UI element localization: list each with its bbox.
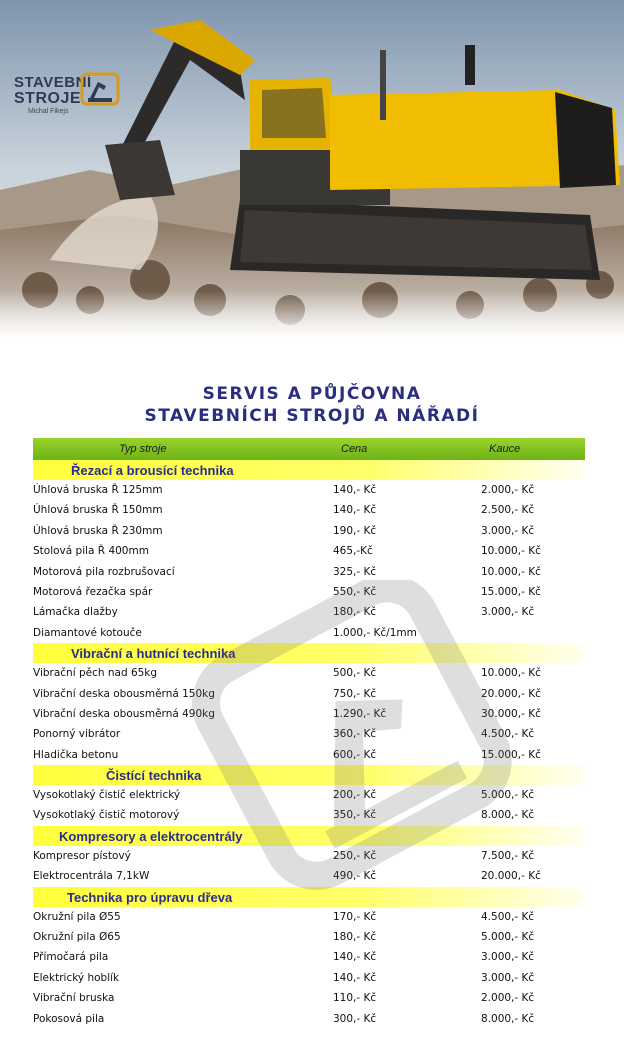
item-name: Kompresor pístový bbox=[33, 849, 131, 862]
item-name: Vysokotlaký čistič motorový bbox=[33, 809, 180, 822]
brand-logo bbox=[14, 68, 126, 118]
table-row bbox=[33, 988, 585, 1008]
item-price: 140,- Kč bbox=[333, 971, 377, 984]
item-price: 110,- Kč bbox=[333, 992, 377, 1005]
item-deposit: 5.000,- Kč bbox=[481, 931, 535, 944]
item-price: 550,- Kč bbox=[333, 585, 377, 598]
item-name: Vibrační deska obousměrná 490kg bbox=[33, 707, 215, 720]
item-price: 140,- Kč bbox=[333, 484, 377, 496]
item-deposit: 3.000,- Kč bbox=[481, 606, 535, 619]
table-row bbox=[33, 541, 585, 561]
item-deposit: 4.500,- Kč bbox=[481, 910, 535, 923]
table-row bbox=[33, 805, 585, 825]
item-name: Pokosová pila bbox=[33, 1012, 105, 1025]
item-deposit: 10.000,- Kč bbox=[481, 667, 541, 680]
item-price: 250,- Kč bbox=[333, 849, 377, 862]
item-name: Úhlová bruska Ř 125mm bbox=[33, 484, 163, 496]
item-deposit: 7.500,- Kč bbox=[481, 849, 535, 862]
section-header bbox=[33, 887, 585, 907]
table-row bbox=[33, 582, 585, 602]
excavator-logo-icon bbox=[80, 72, 120, 106]
item-name: Motorová pila rozbrušovací bbox=[33, 565, 175, 578]
item-price: 360,- Kč bbox=[333, 728, 377, 741]
table-row bbox=[33, 785, 585, 805]
table-row bbox=[33, 623, 585, 643]
table-row bbox=[33, 704, 585, 724]
item-deposit: 3.000,- Kč bbox=[481, 971, 535, 984]
item-price: 500,- Kč bbox=[333, 667, 377, 680]
price-table bbox=[33, 438, 585, 1029]
item-price: 325,- Kč bbox=[333, 565, 377, 578]
item-deposit: 15.000,- Kč bbox=[481, 748, 541, 761]
item-name: Elektrocentrála 7,1kW bbox=[33, 870, 150, 883]
table-row bbox=[33, 724, 585, 744]
item-deposit: 2.000,- Kč bbox=[481, 484, 535, 496]
item-price: 1.290,- Kč bbox=[333, 707, 387, 720]
header-deposit: Kauce bbox=[489, 443, 521, 455]
item-name: Diamantové kotouče bbox=[33, 626, 142, 639]
section-title: Čistící technika bbox=[106, 768, 202, 784]
table-row bbox=[33, 521, 585, 541]
item-name: Vibrační pěch nad 65kg bbox=[33, 667, 158, 680]
item-name: Elektrický hoblík bbox=[33, 971, 120, 984]
table-row bbox=[33, 562, 585, 582]
item-price: 600,- Kč bbox=[333, 748, 377, 761]
item-price: 300,- Kč bbox=[333, 1012, 377, 1025]
item-name: Přímočará pila bbox=[33, 951, 109, 964]
table-row bbox=[33, 602, 585, 622]
item-deposit: 8.000,- Kč bbox=[481, 1012, 535, 1025]
brand-line1: STAVEBNÍ bbox=[14, 74, 92, 91]
table-row bbox=[33, 866, 585, 886]
excavator-illustration bbox=[0, 0, 624, 338]
item-name: Stolová pila Ř 400mm bbox=[33, 545, 149, 558]
item-name: Okružní pila Ø55 bbox=[33, 910, 121, 923]
section-header bbox=[33, 826, 585, 846]
header-type: Typ stroje bbox=[119, 443, 167, 455]
item-deposit: 3.000,- Kč bbox=[481, 524, 535, 537]
brand-subtitle: Michal Fikejs bbox=[28, 108, 69, 115]
item-name: Okružní pila Ø65 bbox=[33, 931, 121, 944]
item-name: Hladička betonu bbox=[33, 748, 119, 761]
item-deposit: 3.000,- Kč bbox=[481, 951, 535, 964]
table-row bbox=[33, 684, 585, 704]
item-deposit: 2.500,- Kč bbox=[481, 504, 535, 517]
item-deposit: 8.000,- Kč bbox=[481, 809, 535, 822]
item-price: 180,- Kč bbox=[333, 931, 377, 944]
section-title: Řezací a brousící technika bbox=[71, 463, 234, 478]
table-row bbox=[33, 663, 585, 683]
item-name: Ponorný vibrátor bbox=[33, 728, 121, 741]
item-deposit: 15.000,- Kč bbox=[481, 585, 541, 598]
item-price: 180,- Kč bbox=[333, 606, 377, 619]
item-price: 750,- Kč bbox=[333, 687, 377, 700]
item-price: 465,-Kč bbox=[333, 545, 373, 558]
item-deposit: 5.000,- Kč bbox=[481, 789, 535, 802]
item-price: 140,- Kč bbox=[333, 951, 377, 964]
item-name: Úhlová bruska Ř 150mm bbox=[33, 504, 163, 517]
item-name: Vibrační bruska bbox=[33, 992, 115, 1005]
item-deposit: 20.000,- Kč bbox=[481, 870, 541, 883]
section-header bbox=[33, 460, 585, 480]
table-row bbox=[33, 907, 585, 927]
header-price: Cena bbox=[341, 443, 368, 455]
item-deposit: 2.000,- Kč bbox=[481, 992, 535, 1005]
item-price: 140,- Kč bbox=[333, 504, 377, 517]
table-header bbox=[33, 438, 585, 460]
hero-banner bbox=[0, 0, 624, 338]
table-row bbox=[33, 927, 585, 947]
item-price: 170,- Kč bbox=[333, 910, 377, 923]
brand-line2: STROJE bbox=[14, 90, 82, 107]
table-row bbox=[33, 846, 585, 866]
page-title-line1: SERVIS A PŮJČOVNA bbox=[202, 384, 422, 404]
page-title-line2: STAVEBNÍCH STROJŮ A NÁŘADÍ bbox=[144, 406, 480, 426]
item-price: 490,- Kč bbox=[333, 870, 377, 883]
item-deposit: 4.500,- Kč bbox=[481, 728, 535, 741]
item-name: Motorová řezačka spár bbox=[33, 585, 153, 598]
item-deposit: 10.000,- Kč bbox=[481, 545, 541, 558]
section-header bbox=[33, 643, 585, 663]
item-price: 190,- Kč bbox=[333, 524, 377, 537]
table-row bbox=[33, 947, 585, 967]
item-name: Vibrační deska obousměrná 150kg bbox=[33, 687, 215, 700]
table-row bbox=[33, 480, 585, 500]
section-title: Kompresory a elektrocentrály bbox=[59, 828, 243, 844]
table-row bbox=[33, 1009, 585, 1029]
item-deposit: 20.000,- Kč bbox=[481, 687, 541, 700]
item-name: Úhlová bruska Ř 230mm bbox=[33, 524, 163, 537]
item-price: 1.000,- Kč/1mm bbox=[333, 626, 417, 639]
table-row bbox=[33, 500, 585, 520]
item-price: 350,- Kč bbox=[333, 809, 377, 822]
table-row bbox=[33, 968, 585, 988]
item-price: 200,- Kč bbox=[333, 789, 377, 802]
item-name: Lámačka dlažby bbox=[33, 606, 118, 619]
item-deposit: 10.000,- Kč bbox=[481, 565, 541, 578]
section-title: Vibrační a hutnící technika bbox=[71, 646, 236, 662]
item-deposit: 30.000,- Kč bbox=[481, 707, 541, 720]
table-row bbox=[33, 745, 585, 765]
section-title: Technika pro úpravu dřeva bbox=[67, 889, 233, 905]
section-header bbox=[33, 765, 585, 785]
item-name: Vysokotlaký čistič elektrický bbox=[33, 789, 181, 802]
